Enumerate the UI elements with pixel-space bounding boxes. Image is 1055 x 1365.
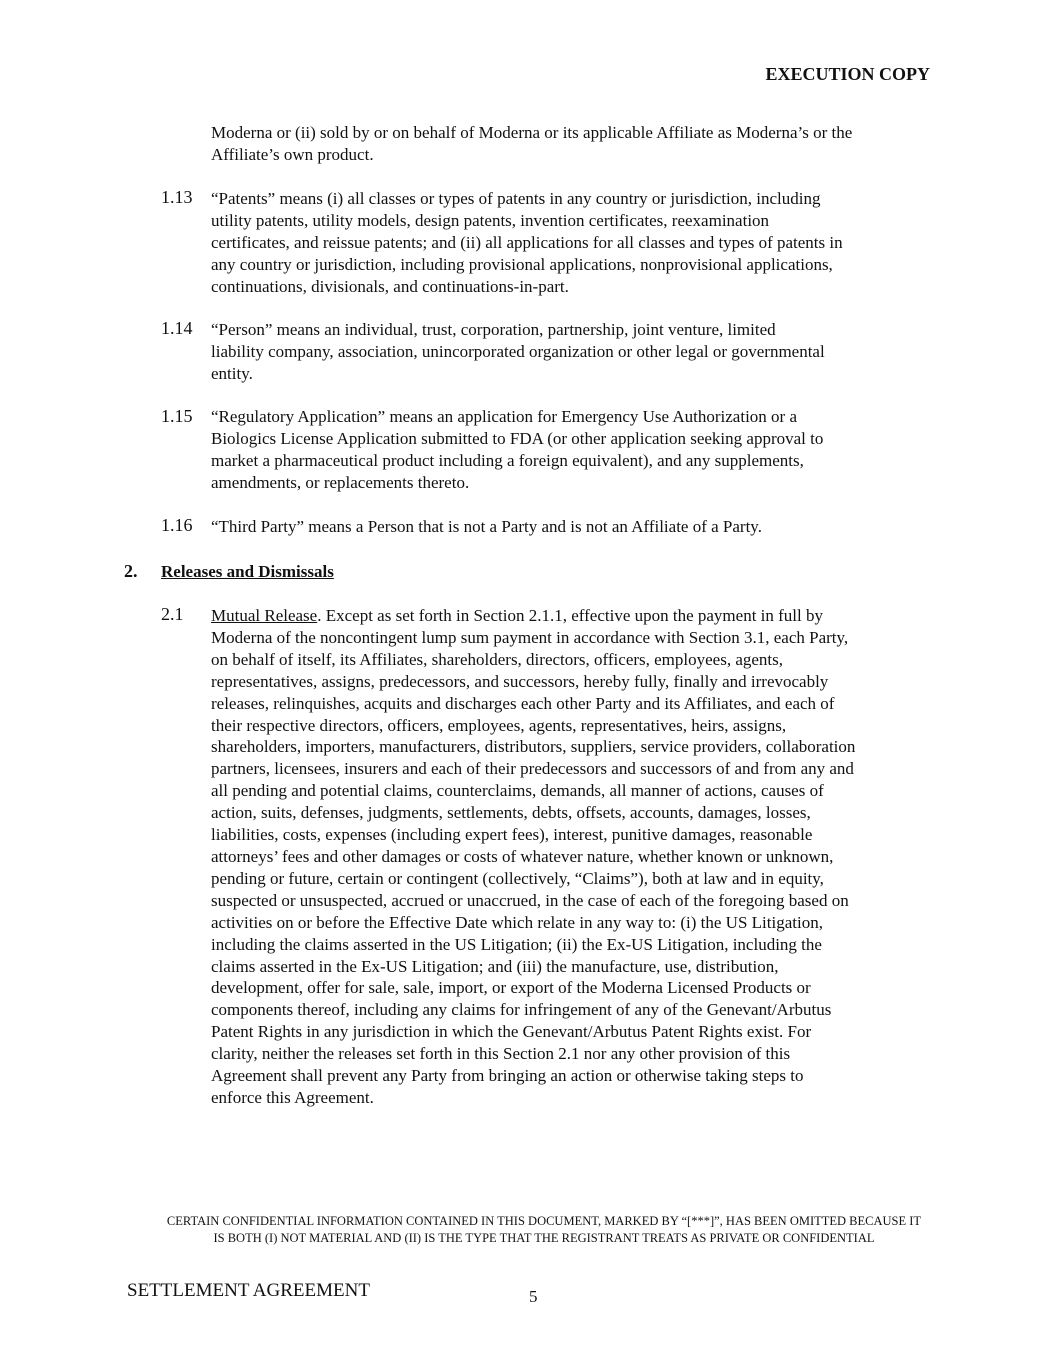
definition-third-party bbox=[211, 516, 762, 538]
text-line: activities on or before the Effective Date which relate in any way to: (i) the US Litigation, bbox=[211, 912, 823, 932]
text-line: entity. bbox=[211, 363, 253, 383]
text-line: components thereof, including any claims for infringement of any of the Genevant/Arbutus bbox=[211, 1000, 832, 1020]
text-line: Biologics License Application submitted to FDA (or other application seeking approval to bbox=[211, 428, 824, 448]
first-line-text: . Except as set forth in Section 2.1.1, effective upon the payment in full by bbox=[317, 606, 824, 625]
text-line: liabilities, costs, expenses (including expert fees), interest, punitive damages, reasonable bbox=[211, 825, 813, 845]
text-line: continuations, divisionals, and continuations-in-part. bbox=[211, 276, 569, 296]
first-line bbox=[211, 605, 855, 627]
section-number: 1.13 bbox=[161, 187, 193, 207]
mutual-release-body bbox=[211, 627, 855, 1109]
section-2-title: Releases and Dismissals bbox=[161, 562, 334, 581]
mutual-release-title: Mutual Release bbox=[211, 606, 318, 625]
section-2-number: 2. bbox=[124, 561, 138, 581]
execution-copy-header: EXECUTION COPY bbox=[765, 64, 930, 84]
text-line: their respective directors, officers, employees, agents, representatives, heirs, assigns, bbox=[211, 715, 787, 735]
text-line: representatives, assigns, predecessors, and successors, hereby fully, finally and irrevocably bbox=[211, 671, 829, 691]
text-line: amendments, or replacements thereto. bbox=[211, 472, 470, 492]
text-line: CERTAIN CONFIDENTIAL INFORMATION CONTAINED IN THIS DOCUMENT, MARKED BY “[***]”, HAS BEEN OMITTED BECAUSE IT bbox=[166, 1214, 922, 1228]
text-line: “Third Party” means a Person that is not a Party and is not an Affiliate of a Party. bbox=[211, 517, 762, 536]
text-line: “Regulatory Application” means an application for Emergency Use Authorization or a bbox=[211, 407, 798, 426]
text-line: “Person” means an individual, trust, corporation, partnership, joint venture, limited bbox=[211, 320, 776, 339]
text-line: partners, licensees, insurers and each of their predecessors and successors of and from any and bbox=[211, 759, 854, 779]
text-line: shareholders, importers, manufacturers, distributors, suppliers, service providers, collaboration bbox=[211, 737, 856, 757]
text-line: Affiliate’s own product. bbox=[211, 144, 374, 164]
text-line: pending or future, certain or contingent (collectively, “Claims”), both at law and in equity, bbox=[211, 868, 824, 888]
document-name: SETTLEMENT AGREEMENT bbox=[127, 1280, 370, 1301]
text-line: utility patents, utility models, design patents, invention certificates, reexamination bbox=[211, 210, 770, 230]
text-line: Moderna or (ii) sold by or on behalf of Moderna or its applicable Affiliate as Moderna’s or the bbox=[211, 123, 853, 142]
text-line: all pending and potential claims, counterclaims, demands, all manner of actions, causes of bbox=[211, 781, 824, 801]
confidentiality-notice bbox=[0, 1213, 1055, 1247]
text-line: including the claims asserted in the US Litigation; (ii) the Ex-US Litigation, including the bbox=[211, 934, 822, 954]
text-line: development, offer for sale, sale, import, or export of the Moderna Licensed Products or bbox=[211, 978, 811, 998]
text-line: releases, relinquishes, acquits and discharges each other Party and its Affiliates, and each of bbox=[211, 693, 835, 713]
intro-paragraph bbox=[211, 122, 852, 166]
text-line: Agreement shall prevent any Party from bringing an action or otherwise taking steps to bbox=[211, 1066, 804, 1086]
text-line: Moderna of the noncontingent lump sum payment in accordance with Section 3.1, each Party, bbox=[211, 627, 849, 647]
text-line: Patent Rights in any jurisdiction in which the Genevant/Arbutus Patent Rights exist. For bbox=[211, 1022, 812, 1042]
text-line: action, suits, defenses, judgments, settlements, debts, offsets, accounts, damages, losses, bbox=[211, 803, 811, 823]
text-line: “Patents” means (i) all classes or types of patents in any country or jurisdiction, including bbox=[211, 189, 821, 208]
text-line: on behalf of itself, its Affiliates, shareholders, directors, officers, employees, agents, bbox=[211, 649, 784, 669]
text-line: market a pharmaceutical product including a foreign equivalent), and any supplements, bbox=[211, 450, 804, 470]
definition-regulatory-application bbox=[211, 406, 823, 494]
text-line: clarity, neither the releases set forth in this Section 2.1 nor any other provision of this bbox=[211, 1044, 791, 1064]
definition-patents bbox=[211, 188, 843, 298]
text-line: enforce this Agreement. bbox=[211, 1087, 374, 1107]
section-number: 1.16 bbox=[161, 515, 193, 535]
page-number: 5 bbox=[529, 1287, 538, 1306]
text-line: IS BOTH (I) NOT MATERIAL AND (II) IS THE TYPE THAT THE REGISTRANT TREATS AS PRIVATE OR CONFIDENTIAL bbox=[213, 1231, 875, 1245]
text-line: liability company, association, unincorporated organization or other legal or governmental bbox=[211, 341, 825, 361]
section-number: 1.15 bbox=[161, 406, 193, 426]
text-line: attorneys’ fees and other damages or costs of whatever nature, whether known or unknown, bbox=[211, 846, 834, 866]
text-line: suspected or unsuspected, accrued or unaccrued, in the case of each of the foregoing based on bbox=[211, 890, 849, 910]
mutual-release-paragraph bbox=[211, 605, 855, 1109]
text-line: claims asserted in the Ex-US Litigation; and (iii) the manufacture, use, distribution, bbox=[211, 956, 779, 976]
section-number: 2.1 bbox=[161, 604, 184, 624]
text-line: any country or jurisdiction, including provisional applications, nonprovisional applications, bbox=[211, 254, 833, 274]
section-number: 1.14 bbox=[161, 318, 193, 338]
definition-person bbox=[211, 319, 825, 385]
text-line: certificates, and reissue patents; and (ii) all applications for all classes and types of patents in bbox=[211, 232, 843, 252]
